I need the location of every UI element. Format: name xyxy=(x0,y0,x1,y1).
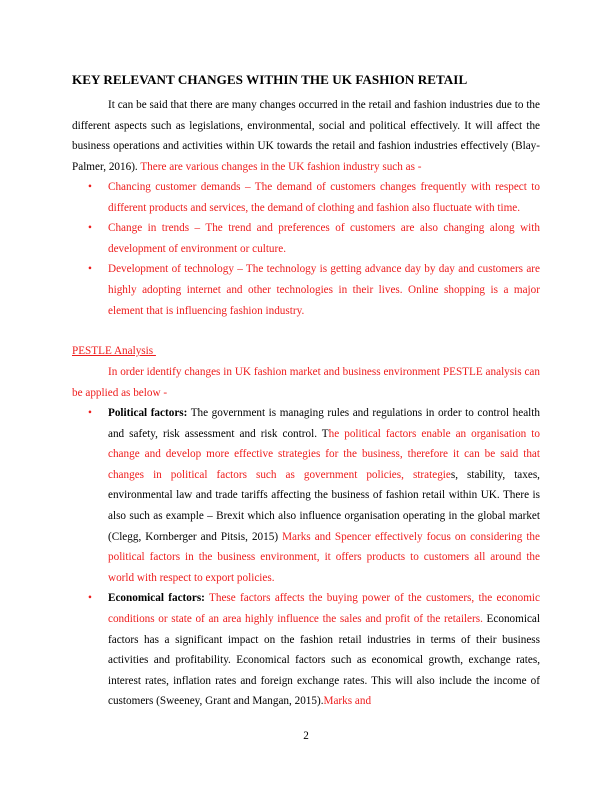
political-label: Political factors: xyxy=(108,407,188,419)
pestle-list xyxy=(72,403,540,712)
change-trends: Change in trends – The trend and preferences of customers are also changing along with development of environment or culture. xyxy=(108,222,540,255)
list-item xyxy=(72,218,540,259)
bullet-icon: • xyxy=(88,407,92,419)
economical-highlight-1: These factors affects the buying power of the customers, the economic conditions or state of an area highly influence the sales and profit of the retailers. xyxy=(108,592,540,625)
economical-label: Economical factors: xyxy=(108,592,205,605)
political-highlight-1: he political factors enable an organisation to change and develop more effective strategies for the business, therefore it can be said that changes in political factors such as government policies, strategie xyxy=(108,427,541,481)
section-heading: KEY RELEVANT CHANGES WITHIN THE UK FASHION RETAIL xyxy=(72,72,468,87)
change-customer-demands: Chancing customer demands – The demand of customers changes frequently with respect to different products and services, the demand of clothing and fashion also fluctuate with time. xyxy=(108,181,540,214)
list-item xyxy=(72,588,540,712)
bullet-icon: • xyxy=(88,263,92,276)
bullet-icon: • xyxy=(88,222,92,235)
list-item xyxy=(72,259,540,321)
economical-highlight-2: Marks and xyxy=(323,695,372,708)
page-number: 2 xyxy=(303,730,309,742)
political-highlight-2: Marks and Spencer effectively focus on considering the political factors in the business environment, it offers products to customers all around the world with respect to export policies. xyxy=(108,530,540,584)
intro-paragraph xyxy=(72,95,540,177)
bullet-icon: • xyxy=(88,181,92,193)
pestle-heading: PESTLE Analysis xyxy=(72,345,156,357)
intro-highlight: There are various changes in the UK fashion industry such as - xyxy=(140,160,422,173)
list-item xyxy=(72,403,540,588)
changes-list xyxy=(72,177,540,321)
pestle-intro: In order identify changes in UK fashion market and business environment PESTLE analysis can be applied as below - xyxy=(72,366,540,399)
political-text-2: s, stability, taxes, environmental law and trade tariffs affecting the business of fashion retail within UK. There is also such as example – Brexit which also influence organisation operating in the global market (Clegg, Kornberger and Pitsis, 2015) xyxy=(108,468,540,543)
bullet-icon: • xyxy=(88,592,92,605)
economical-text-1: Economical factors has a significant impact on the fashion retail industries in terms of their business activities and profitability. Economical factors such as economical growth, exchange rates, interest rates, inflation rates and foreign exchange rates. This will also include the income of customers (Sweeney, Grant and Mangan, 2015). xyxy=(108,612,540,708)
change-technology: Development of technology – The technology is getting advance day by day and customers are highly adopting internet and other technologies in their lives. Online shopping is a major element that is influencing fashion industry. xyxy=(108,263,540,317)
intro-text: It can be said that there are many changes occurred in the retail and fashion industries due to the different aspects such as legislations, environmental, social and political effectively. It will affect the business operations and activities within UK towards the retail and fashion industries effectively (Blay-Palmer, 2016). xyxy=(72,99,540,173)
list-item xyxy=(72,177,540,218)
political-text-1: The government is managing rules and regulations in order to control health and safety, risk assessment and risk control. T xyxy=(108,407,540,440)
